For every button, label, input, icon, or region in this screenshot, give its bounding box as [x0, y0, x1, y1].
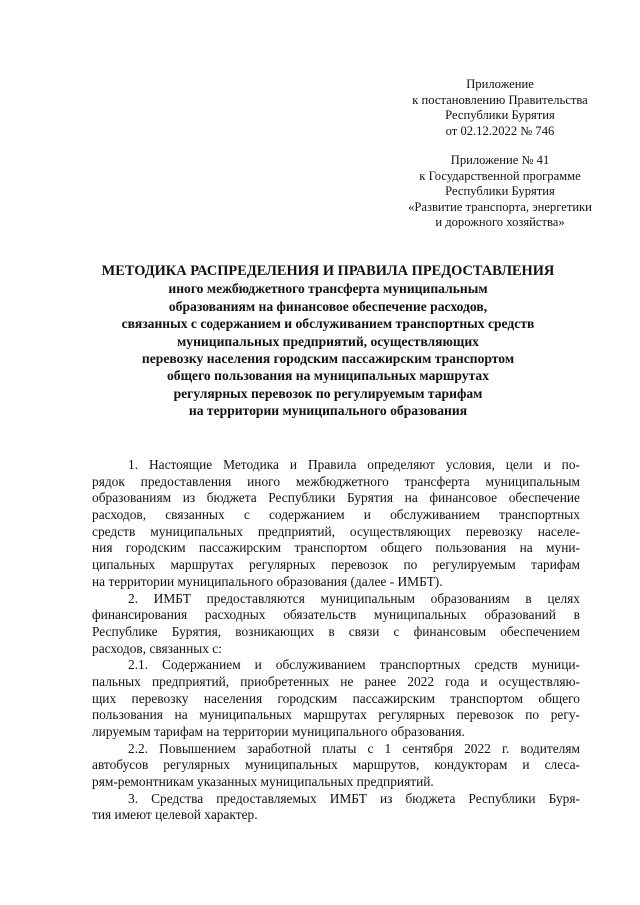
paragraph-line: расходов, связанных с содержанием и обслуживанием транспортных	[92, 507, 580, 523]
appendix-line: к постановлению Правительства	[412, 92, 588, 107]
appendix-line: «Развитие транспорта, энергетики	[408, 199, 592, 214]
paragraph-line: на территории муниципального образования (далее - ИМБТ).	[92, 573, 443, 589]
title-line: образованиям на финансовое обеспечение расходов,	[168, 298, 488, 314]
paragraph-1	[92, 457, 580, 591]
appendix-line: к Государственной программе	[419, 168, 581, 183]
paragraph-line: щих перевозку населения городским пассажирским транспортом общего	[92, 690, 580, 706]
paragraph-line: образованиям из бюджета Республики Бурятия на финансовое обеспечение	[92, 490, 580, 506]
appendix-line: Республики Бурятия	[445, 108, 555, 123]
paragraph-line: Республике Бурятия, возникающих в связи с финансовым обеспечением	[92, 623, 580, 639]
paragraph-line: ципальных маршрутах регулярных перевозок по регулируемым тарифам	[92, 557, 580, 573]
paragraph-line: рям-ремонтникам указанных муниципальных предприятий.	[92, 774, 434, 790]
title-line: связанных с содержанием и обслуживанием транспортных средств	[121, 316, 535, 332]
paragraph-line: пальных предприятий, приобретенных не ранее 2022 года и осуществляю-	[92, 673, 580, 689]
title-line: на территории муниципального образования	[188, 403, 468, 419]
paragraph-line: 1. Настоящие Методика и Правила определяют условия, цели и по-	[128, 457, 580, 472]
paragraph-line: пользования на муниципальных маршрутах регулярных перевозок по регу-	[92, 707, 580, 723]
paragraph-2-1	[92, 657, 580, 740]
appendix-line: Республики Бурятия	[445, 184, 555, 199]
title-line: МЕТОДИКА РАСПРЕДЕЛЕНИЯ И ПРАВИЛА ПРЕДОСТАВЛЕНИЯ	[101, 263, 555, 279]
title-line: регулярных перевозок по регулируемым тарифам	[173, 385, 483, 401]
title-line: муниципальных предприятий, осуществляющих	[177, 333, 479, 349]
paragraph-3	[92, 791, 580, 824]
appendix-line: Приложение № 41	[450, 153, 550, 167]
appendix-line: от 02.12.2022 № 746	[445, 123, 555, 138]
paragraph-line: средств муниципальных предприятий, осуществляющих перевозку населе-	[92, 523, 580, 539]
paragraph-line: 3. Средства предоставляемых ИМБТ из бюджета Республики Буря-	[128, 790, 580, 806]
appendix-program-header	[380, 153, 620, 231]
appendix-line: Приложение	[466, 77, 534, 91]
paragraph-line: тия имеют целевой характер.	[92, 807, 258, 823]
paragraph-2	[92, 591, 580, 658]
paragraph-line: лируемым тарифам на территории муниципального образования.	[92, 724, 465, 739]
title-line: иного межбюджетного трансферта муниципальным	[168, 281, 488, 297]
paragraph-line: ния городским пассажирским транспортом общего пользования на муни-	[92, 540, 580, 556]
appendix-resolution-header	[380, 77, 620, 139]
paragraph-line: 2.2. Повышением заработной платы с 1 сентября 2022 г. водителям	[128, 740, 580, 756]
title-line: общего пользования на муниципальных маршрутах	[166, 368, 490, 384]
paragraph-line: автобусов регулярных муниципальных маршрутов, кондукторам и слеса-	[92, 757, 580, 773]
document-title	[78, 263, 578, 420]
paragraph-line: 2. ИМБТ предоставляются муниципальным образованиям в целях	[128, 590, 580, 606]
document-body	[92, 457, 580, 824]
paragraph-2-2	[92, 741, 580, 791]
title-line: перевозку населения городским пассажирским транспортом	[141, 351, 515, 367]
appendix-line: и дорожного хозяйства»	[435, 215, 565, 230]
paragraph-line: 2.1. Содержанием и обслуживанием транспортных средств муници-	[128, 657, 580, 673]
paragraph-line: рядок предоставления иного межбюджетного трансферта муниципальным	[92, 473, 580, 489]
paragraph-line: финансирования расходных обязательств муниципальных образований в	[92, 607, 580, 623]
paragraph-line: расходов, связанных с:	[92, 640, 222, 656]
